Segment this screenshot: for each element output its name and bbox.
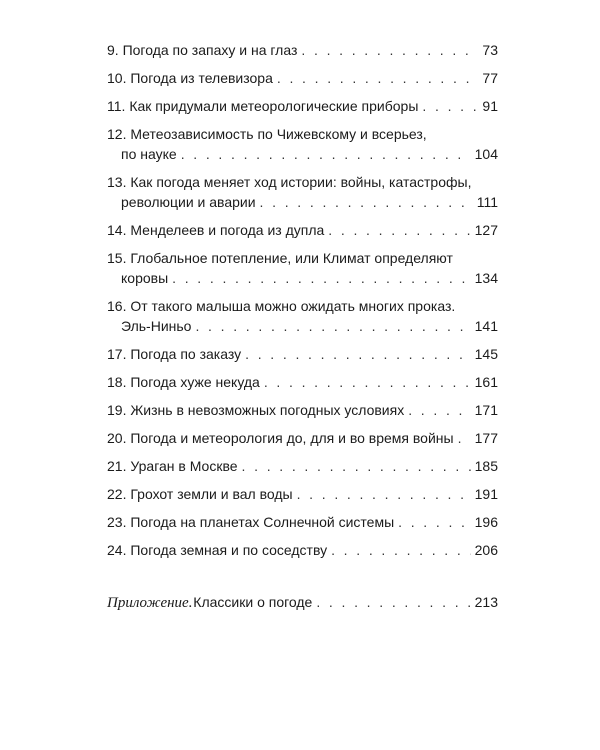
- toc-page-number: 206: [474, 542, 498, 558]
- dot-leader: [181, 144, 471, 164]
- toc-entry-title: 14. Менделеев и погода из дупла: [107, 222, 325, 238]
- toc-entry-line: [107, 220, 498, 240]
- toc-entry-line: [107, 296, 498, 316]
- toc-page-number: 73: [482, 42, 498, 58]
- toc-entry-line: [107, 456, 498, 476]
- toc-entry-title: 17. Погода по заказу: [107, 346, 242, 362]
- dot-leader: [297, 484, 471, 504]
- dot-leader: [277, 68, 479, 88]
- toc-entry-title: 10. Погода из телевизора: [107, 70, 273, 86]
- toc-entry-title-cont: революции и аварии: [121, 194, 256, 210]
- toc-page-number: 161: [474, 374, 498, 390]
- toc-entry-title-cont: по науке: [121, 146, 177, 162]
- toc-page-number: 141: [474, 318, 498, 334]
- dot-leader: [328, 220, 470, 240]
- toc-entry-line: [107, 540, 498, 560]
- toc-entry-line: [107, 484, 498, 504]
- toc-entry-title: 18. Погода хуже некуда: [107, 374, 260, 390]
- toc-entry-10[interactable]: [107, 68, 498, 88]
- dot-leader: [242, 456, 471, 476]
- toc-entry-title: 13. Как погода меняет ход истории: войны, катастрофы,: [107, 174, 472, 190]
- toc-entry-22[interactable]: [107, 484, 498, 504]
- dot-leader: [458, 428, 471, 448]
- toc-page-number: 77: [482, 70, 498, 86]
- toc-entry-line: [107, 372, 498, 392]
- toc-page-number: 177: [474, 430, 498, 446]
- toc-entry-title: 19. Жизнь в невозможных погодных условиях: [107, 402, 405, 418]
- dot-leader: [408, 400, 470, 420]
- dot-leader: [331, 540, 471, 560]
- toc-entry-line: [107, 144, 498, 164]
- toc-entry-title: 11. Как придумали метеорологические приборы: [107, 98, 419, 114]
- toc-appendix-entry[interactable]: [107, 592, 498, 613]
- dot-leader: [260, 192, 473, 212]
- toc-entry-line: [107, 248, 498, 268]
- toc-page-number: 145: [474, 346, 498, 362]
- toc-entry-15[interactable]: [107, 248, 498, 288]
- toc-page-number: 196: [474, 514, 498, 530]
- toc-entry-12[interactable]: [107, 124, 498, 164]
- toc-entry-line: [107, 344, 498, 364]
- toc-entry-line: [107, 172, 498, 192]
- toc-entry-line: [107, 512, 498, 532]
- dot-leader: [301, 40, 478, 60]
- toc-entry-21[interactable]: [107, 456, 498, 476]
- toc-entry-line: [107, 40, 498, 60]
- dot-leader: [195, 316, 470, 336]
- toc-entry-18[interactable]: [107, 372, 498, 392]
- toc-page-number: 185: [474, 458, 498, 474]
- toc-entry-line: [107, 428, 498, 448]
- appendix-label: Приложение.: [107, 595, 193, 611]
- toc-entry-13[interactable]: [107, 172, 498, 212]
- dot-leader: [172, 268, 471, 288]
- toc-entry-20[interactable]: [107, 428, 498, 448]
- toc-page-number: 127: [474, 222, 498, 238]
- toc-entry-line: [107, 124, 498, 144]
- toc-entry-24[interactable]: [107, 540, 498, 560]
- toc-entry-title: 16. От такого малыша можно ожидать многих проказ.: [107, 298, 456, 314]
- toc-entry-line: [107, 68, 498, 88]
- toc-page-number: 111: [476, 194, 498, 210]
- toc-entry-title-cont: коровы: [121, 270, 169, 286]
- toc-entry-line: [107, 268, 498, 288]
- toc-entry-title: 15. Глобальное потепление, или Климат определяют: [107, 250, 453, 266]
- toc-page-number: 213: [474, 594, 498, 610]
- toc-page-number: 191: [474, 486, 498, 502]
- toc-entry-line: [107, 400, 498, 420]
- toc-entry-title: 22. Грохот земли и вал воды: [107, 486, 293, 502]
- toc-page-number: 171: [474, 402, 498, 418]
- toc-entry-title: 9. Погода по запаху и на глаз: [107, 42, 298, 58]
- dot-leader: [422, 96, 478, 116]
- dot-leader: [245, 344, 471, 364]
- toc-entry-19[interactable]: [107, 400, 498, 420]
- toc-page-number: 134: [474, 270, 498, 286]
- dot-leader: [264, 372, 471, 392]
- dot-leader: [316, 592, 470, 612]
- toc-entry-9[interactable]: [107, 40, 498, 60]
- toc-entry-16[interactable]: [107, 296, 498, 336]
- toc-entry-line: [107, 96, 498, 116]
- toc-entry-title: 20. Погода и метеорология до, для и во время войны: [107, 430, 454, 446]
- toc-entry-14[interactable]: [107, 220, 498, 240]
- toc-entry-23[interactable]: [107, 512, 498, 532]
- table-of-contents: [107, 40, 498, 568]
- toc-entry-title: 24. Погода земная и по соседству: [107, 542, 328, 558]
- appendix-title: Классики о погоде: [193, 594, 313, 610]
- toc-page-number: 104: [474, 146, 498, 162]
- toc-entry-line: [107, 192, 498, 212]
- toc-entry-title: 12. Метеозависимость по Чижевскому и всерьез,: [107, 126, 427, 142]
- toc-entry-line: [107, 316, 498, 336]
- toc-entry-17[interactable]: [107, 344, 498, 364]
- toc-entry-title-cont: Эль-Ниньо: [121, 318, 192, 334]
- toc-entry-title: 21. Ураган в Москве: [107, 458, 238, 474]
- dot-leader: [398, 512, 471, 532]
- toc-entry-title: 23. Погода на планетах Солнечной системы: [107, 514, 395, 530]
- toc-page-number: 91: [482, 98, 498, 114]
- toc-entry-11[interactable]: [107, 96, 498, 116]
